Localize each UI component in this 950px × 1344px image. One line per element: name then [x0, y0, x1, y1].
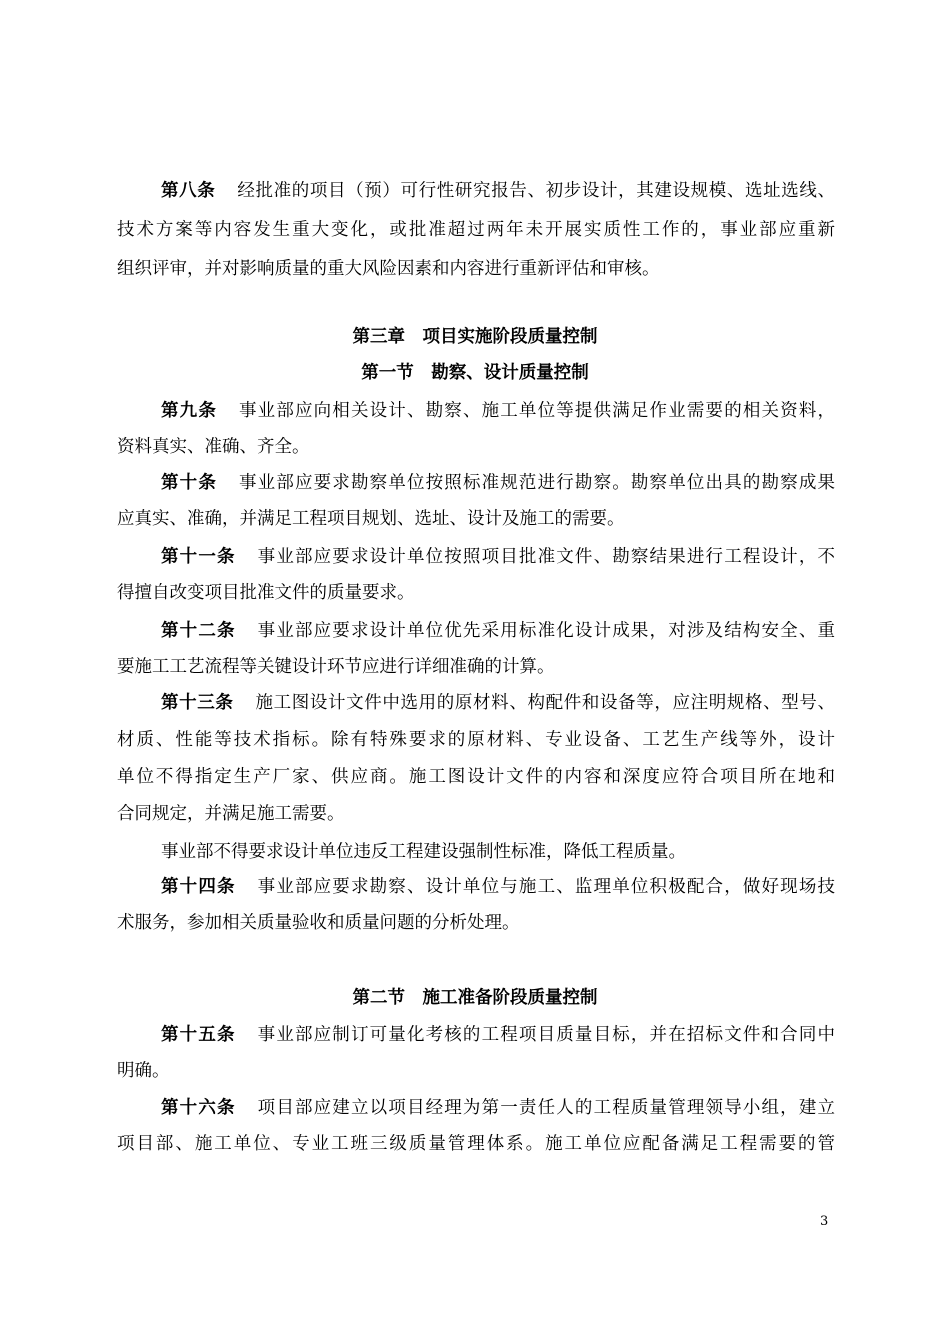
- page-number: 3: [820, 1214, 829, 1229]
- article-text: 事业部应要求设计单位优先采用标准化设计成果，对涉及结构安全、重: [257, 621, 835, 641]
- article-text: 经批准的项目（预）可行性研究报告、初步设计，其建设规模、选址选线、: [237, 181, 835, 201]
- article-label: 第十四条: [161, 877, 236, 897]
- article-text: 应真实、准确，并满足工程项目规划、选址、设计及施工的需要。: [117, 509, 625, 529]
- article-text: 事业部应制订可量化考核的工程项目质量目标，并在招标文件和合同中: [257, 1025, 835, 1045]
- article-label: 第十二条: [161, 621, 236, 641]
- article-text: 资料真实、准确、齐全。: [117, 437, 310, 457]
- article-label: 第九条: [161, 401, 217, 421]
- article-text: 材质、性能等技术指标。除有特殊要求的原材料、专业设备、工艺生产线等外，设计: [117, 730, 835, 750]
- article-label: 第十条: [161, 473, 217, 493]
- article-text: 事业部应要求勘察、设计单位与施工、监理单位积极配合，做好现场技: [257, 877, 835, 897]
- article-text: 技术方案等内容发生重大变化，或批准超过两年未开展实质性工作的，事业部应重新: [117, 220, 835, 240]
- article-label: 第十一条: [161, 547, 236, 567]
- article-label: 第八条: [161, 181, 216, 201]
- article-text: 事业部不得要求设计单位违反工程建设强制性标准，降低工程质量。: [161, 842, 686, 862]
- section-title: 第二节 施工准备阶段质量控制: [352, 988, 598, 1008]
- article-label: 第十六条: [161, 1098, 236, 1118]
- section-title: 第一节 勘察、设计质量控制: [361, 363, 589, 383]
- article-text: 事业部应要求设计单位按照项目批准文件、勘察结果进行工程设计，不: [257, 547, 835, 567]
- article-text: 明确。: [117, 1061, 170, 1081]
- chapter-title: 第三章 项目实施阶段质量控制: [352, 327, 598, 347]
- article-label: 第十五条: [161, 1025, 236, 1045]
- article-text: 得擅自改变项目批准文件的质量要求。: [117, 583, 415, 603]
- article-text: 单位不得指定生产厂家、供应商。施工图设计文件的内容和深度应符合项目所在地和: [117, 767, 835, 787]
- article-label: 第十三条: [161, 693, 234, 713]
- article-text: 合同规定，并满足施工需要。: [117, 804, 345, 824]
- article-text: 要施工工艺流程等关键设计环节应进行详细准确的计算。: [117, 657, 555, 677]
- article-text: 项目部、施工单位、专业工班三级质量管理体系。施工单位应配备满足工程需要的管: [117, 1134, 835, 1154]
- article-text: 事业部应要求勘察单位按照标准规范进行勘察。勘察单位出具的勘察成果: [239, 473, 835, 493]
- article-text: 事业部应向相关设计、勘察、施工单位等提供满足作业需要的相关资料，: [239, 401, 835, 421]
- article-text: 施工图设计文件中选用的原材料、构配件和设备等，应注明规格、型号、: [255, 693, 835, 713]
- article-text: 组织评审，并对影响质量的重大风险因素和内容进行重新评估和审核。: [117, 259, 660, 279]
- article-text: 项目部应建立以项目经理为第一责任人的工程质量管理领导小组，建立: [257, 1098, 835, 1118]
- article-text: 术服务，参加相关质量验收和质量问题的分析处理。: [117, 913, 520, 933]
